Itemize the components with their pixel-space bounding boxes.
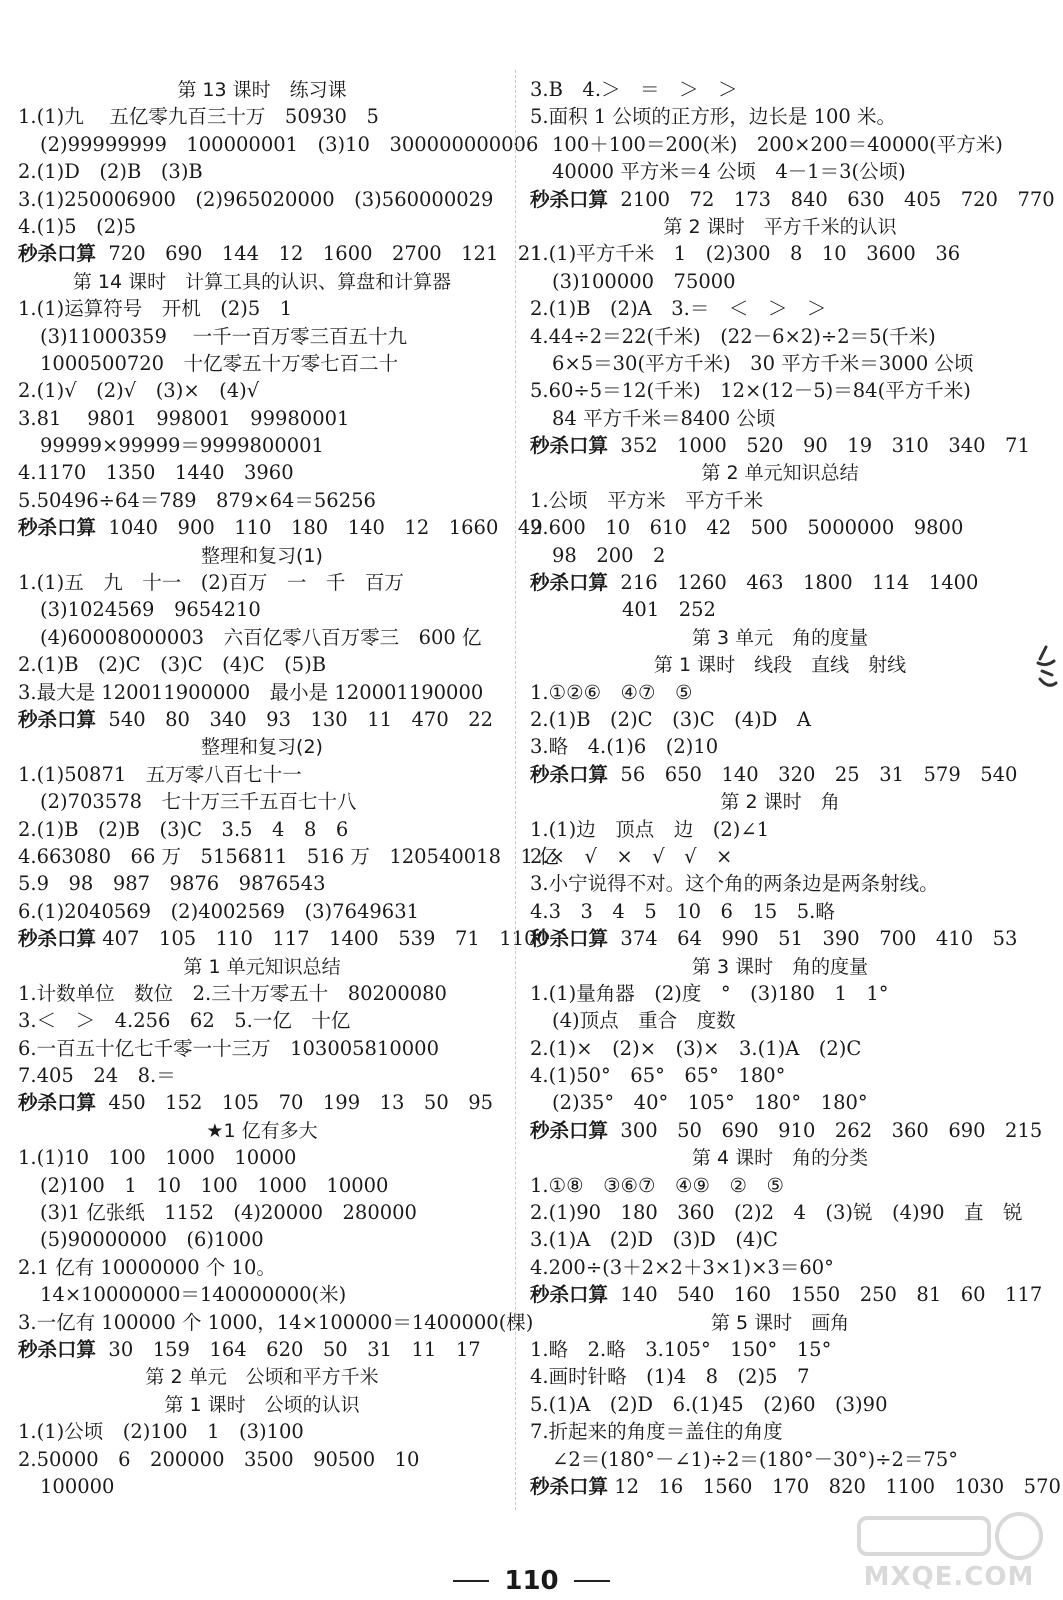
quick-calc-line [18, 925, 549, 952]
answer-line: 84 平方千米＝8400 公顷 [552, 406, 776, 430]
quick-calc-line [530, 1473, 1061, 1500]
answer-line: 1.①⑧ ③⑥⑦ ④⑨ ② ⑤ [530, 1173, 784, 1197]
quick-calc-label: 秒杀口算 [530, 1118, 609, 1142]
quick-calc-line [18, 514, 543, 541]
section-heading-text: 第 1 课时 线段 直线 射线 [653, 654, 907, 677]
answer-line: 4.画时针略 (1)4 8 (2)5 7 [530, 1365, 810, 1389]
answer-line: (2)99999999 100000001 (3)10 300000000006 [40, 132, 539, 156]
quick-calc-label: 秒杀口算 [18, 1337, 97, 1361]
section-heading-text: 整理和复习(1) [201, 544, 323, 567]
quick-calc-label: 秒杀口算 [530, 434, 609, 458]
quick-calc-answers: 352 1000 520 90 19 310 340 71 [608, 434, 1030, 458]
answer-line: 2.(1)D (2)B (3)B [18, 160, 203, 184]
section-heading [530, 953, 1030, 980]
answer-line: 4.3 3 4 5 10 6 15 5.略 [530, 899, 835, 923]
section-heading [18, 268, 506, 295]
answer-line: 1.计数单位 数位 2.三十万零五十 80200080 [18, 981, 447, 1005]
section-heading-text: 整理和复习(2) [201, 736, 323, 759]
quick-calc-label: 秒杀口算 [530, 1474, 609, 1498]
answer-line: (3)1 亿张纸 1152 (4)20000 280000 [40, 1201, 417, 1225]
quick-calc-label: 秒杀口算 [530, 571, 609, 595]
answer-line: 1.(1)50871 五万零八百七十一 [18, 762, 302, 786]
answer-line: 4.200÷(3＋2×2＋3×1)×3＝60° [530, 1255, 834, 1279]
section-heading-text: 第 1 课时 公顷的认识 [164, 1393, 360, 1416]
answer-line: 3.(1)250006900 (2)965020000 (3)560000029 [18, 187, 494, 211]
quick-calc-label: 秒杀口算 [18, 927, 97, 951]
section-heading-text: 第 2 课时 角 [720, 791, 840, 814]
answer-line: 2.(1)B (2)C (3)C (4)C (5)B [18, 653, 327, 677]
quick-calc-answers: 12 16 1560 170 820 1100 1030 570 [608, 1474, 1061, 1498]
answer-line: 4.44÷2＝22(千米) (22－6×2)÷2＝5(千米) [530, 324, 936, 348]
quick-calc-label: 秒杀口算 [530, 1283, 609, 1307]
answer-line: 3.＜ ＞ 4.256 62 5.一亿 十亿 [18, 1009, 351, 1033]
quick-calc-answers: 300 50 690 910 262 360 690 215 [608, 1118, 1043, 1142]
watermark-text: MXQE.COM [863, 1562, 1035, 1592]
answer-line: 1.①②⑥ ④⑦ ⑤ [530, 680, 693, 704]
footer-dash-left [453, 1580, 489, 1582]
section-heading-text: 第 5 课时 画角 [710, 1311, 850, 1334]
section-heading [530, 1144, 1030, 1171]
answer-line: 1.(1)五 九 十一 (2)百万 一 千 百万 [18, 571, 404, 595]
quick-calc-line [18, 706, 506, 733]
section-heading-text: 第 2 单元知识总结 [701, 462, 859, 485]
quick-calc-line [530, 186, 1055, 213]
quick-calc-answers: 374 64 990 51 390 700 410 53 [608, 927, 1018, 951]
quick-calc-label: 秒杀口算 [18, 1091, 97, 1115]
answer-line: 1.公顷 平方米 平方千米 [530, 488, 764, 512]
section-heading [18, 1391, 506, 1418]
quick-calc-label: 秒杀口算 [530, 927, 609, 951]
quick-calc-answers: 216 1260 463 1800 114 1400 [608, 571, 979, 595]
quick-calc-line [530, 1281, 1043, 1308]
section-heading-text: 第 2 课时 平方千米的认识 [663, 215, 897, 238]
answer-line: (2)35° 40° 105° 180° 180° [552, 1091, 868, 1115]
section-heading-text: 第 14 课时 计算工具的认识、算盘和计算器 [72, 270, 452, 293]
answer-line: 401 252 [622, 598, 716, 622]
answer-line: (3)100000 75000 [552, 269, 736, 293]
answer-line: 4.(1)5 (2)5 [18, 214, 137, 238]
answer-line: 3.(1)A (2)D (3)D (4)C [530, 1228, 778, 1252]
quick-calc-line [530, 925, 1030, 952]
answer-line: (2)100 1 10 100 1000 10000 [40, 1173, 389, 1197]
left-column [18, 76, 559, 1500]
quick-calc-answers: 2100 72 173 840 630 405 720 770 [608, 187, 1055, 211]
watermark-logo [849, 1510, 1049, 1592]
section-heading [530, 624, 1030, 651]
quick-calc-answers: 30 159 164 620 50 31 11 17 [96, 1337, 481, 1361]
section-heading [18, 542, 506, 569]
answer-line: (2)703578 七十万三千五百七十八 [40, 790, 357, 814]
answer-line: 1.(1)公顷 (2)100 1 (3)100 [18, 1420, 304, 1444]
quick-calc-answers: 1040 900 110 180 140 12 1660 49 [96, 516, 543, 540]
quick-calc-answers: 56 650 140 320 25 31 579 540 [608, 762, 1018, 786]
answer-line: 4.1170 1350 1440 3960 [18, 461, 294, 485]
answer-line: 2.(1)B (2)A 3.＝ ＜ ＞ ＞ [530, 297, 827, 321]
answer-line: 6.(1)2040569 (2)4002569 (3)7649631 [18, 899, 420, 923]
quick-calc-label: 秒杀口算 [530, 762, 609, 786]
answer-line: (5)90000000 (6)1000 [40, 1228, 264, 1252]
answer-line: 5.60÷5＝12(千米) 12×(12－5)＝84(平方千米) [530, 379, 971, 403]
answer-line: 14×10000000＝140000000(米) [40, 1283, 347, 1307]
answer-line: 6.一百五十亿七千零一十三万 103005810000 [18, 1036, 439, 1060]
watermark-emblem-icon [849, 1510, 1049, 1566]
answer-line: 5.面积 1 公顷的正方形，边长是 100 米。 [530, 105, 897, 129]
answer-line: 100000 [40, 1474, 115, 1498]
section-heading-text: 第 1 单元知识总结 [183, 955, 341, 978]
answer-line: 3.一亿有 100000 个 1000，14×100000＝1400000(棵) [18, 1310, 534, 1334]
answer-line: 7.405 24 8.＝ [18, 1064, 176, 1088]
section-heading-text: ★1 亿有多大 [206, 1119, 318, 1142]
answer-line: 2.(1)× (2)× (3)× 3.(1)A (2)C [530, 1036, 862, 1060]
section-heading [18, 1117, 506, 1144]
answer-line: 7.折起来的角度＝盖住的角度 [530, 1420, 783, 1444]
column-divider [515, 70, 516, 1510]
section-heading [530, 788, 1030, 815]
answer-line: 2.50000 6 200000 3500 90500 10 [18, 1447, 420, 1471]
quick-calc-answers: 407 105 110 117 1400 539 71 1100 [96, 927, 549, 951]
quick-calc-label: 秒杀口算 [18, 242, 97, 266]
quick-calc-answers: 140 540 160 1550 250 81 60 117 [608, 1283, 1043, 1307]
answer-line: 2.× √ × √ √ × [530, 844, 733, 868]
answer-line: 40000 平方米＝4 公顷 4－1＝3(公顷) [552, 160, 906, 184]
quick-calc-line [530, 569, 1030, 596]
answer-line: 3.小宁说得不对。这个角的两条边是两条射线。 [530, 872, 939, 896]
quick-calc-line [18, 1089, 506, 1116]
quick-calc-line [18, 240, 543, 267]
quick-calc-label: 秒杀口算 [18, 707, 97, 731]
section-heading-text: 第 4 课时 角的分类 [691, 1147, 869, 1170]
answer-line: 2.(1)√ (2)√ (3)× (4)√ [18, 379, 260, 403]
quick-calc-label: 秒杀口算 [530, 187, 609, 211]
quick-calc-label: 秒杀口算 [18, 516, 97, 540]
section-heading-text: 第 3 课时 角的度量 [691, 955, 869, 978]
section-heading [18, 1363, 506, 1390]
answer-line: 4.663080 66 万 5156811 516 万 120540018 1 亿 [18, 844, 559, 868]
section-heading [18, 953, 506, 980]
answer-line: 99999×99999＝9999800001 [40, 434, 324, 458]
answer-line: 1.(1)平方千米 1 (2)300 8 10 3600 36 [530, 242, 961, 266]
footer-dash-right [574, 1580, 610, 1582]
quick-calc-line [530, 432, 1030, 459]
right-column [530, 76, 1061, 1500]
quick-calc-answers: 540 80 340 93 130 11 470 22 [96, 707, 494, 731]
section-heading-text: 第 13 课时 练习课 [177, 79, 347, 101]
section-heading [530, 1309, 1030, 1336]
answer-line: (3)11000359 一千一百万零三百五十九 [40, 324, 408, 348]
quick-calc-answers: 720 690 144 12 1600 2700 121 21 [96, 242, 543, 266]
margin-scribble-icon [1034, 645, 1058, 691]
quick-calc-line [530, 1117, 1043, 1144]
answer-line: 5.9 98 987 9876 9876543 [18, 872, 326, 896]
answer-line: 1.(1)量角器 (2)度 ° (3)180 1 1° [530, 981, 889, 1005]
answer-line: 4.(1)50° 65° 65° 180° [530, 1064, 786, 1088]
answer-line: 3.略 4.(1)6 (2)10 [530, 735, 719, 759]
answer-line: (4)顶点 重合 度数 [552, 1009, 736, 1033]
answer-line: 2.600 10 610 42 500 5000000 9800 [530, 516, 964, 540]
answer-line: 5.50496÷64＝789 879×64＝56256 [18, 488, 376, 512]
answer-line: 1.略 2.略 3.105° 150° 15° [530, 1337, 832, 1361]
answer-line: 1.(1)边 顶点 边 (2)∠1 [530, 817, 770, 841]
answer-line: 3.最大是 120011900000 最小是 120001190000 [18, 680, 484, 704]
answer-line: 98 200 2 [552, 543, 666, 567]
section-heading [18, 76, 506, 103]
section-heading [18, 733, 506, 760]
answer-line: 6×5＝30(平方千米) 30 平方千米＝3000 公顷 [552, 351, 974, 375]
answer-line: 2.1 亿有 10000000 个 10。 [18, 1255, 276, 1279]
answer-line: 1.(1)10 100 1000 10000 [18, 1146, 297, 1170]
answer-line: 3.81 9801 998001 99980001 [18, 406, 350, 430]
answer-line: 2.(1)B (2)B (3)C 3.5 4 8 6 [18, 817, 349, 841]
answer-line: 100＋100＝200(米) 200×200＝40000(平方米) [552, 132, 1003, 156]
section-heading [530, 213, 1030, 240]
answer-line: ∠2＝(180°－∠1)÷2＝(180°－30°)÷2＝75° [552, 1447, 958, 1471]
quick-calc-answers: 450 152 105 70 199 13 50 95 [96, 1091, 494, 1115]
answer-line: (3)1024569 9654210 [40, 598, 261, 622]
quick-calc-line [530, 761, 1030, 788]
answer-line: 1000500720 十亿零五十万零七百二十 [40, 351, 399, 375]
page-number: 110 [504, 1566, 559, 1596]
answer-line: (4)60008000003 六百亿零八百万零三 600 亿 [40, 625, 482, 649]
answer-line: 1.(1)运算符号 开机 (2)5 1 [18, 297, 293, 321]
answer-line: 5.(1)A (2)D 6.(1)45 (2)60 (3)90 [530, 1392, 888, 1416]
answer-line: 3.B 4.＞ ＝ ＞ ＞ [530, 78, 738, 101]
answer-line: 2.(1)90 180 360 (2)2 4 (3)锐 (4)90 直 锐 [530, 1201, 1023, 1225]
answer-line: 1.(1)九 五亿零九百三十万 50930 5 [18, 105, 379, 129]
section-heading [530, 651, 1030, 678]
section-heading-text: 第 2 单元 公顷和平方千米 [145, 1366, 379, 1389]
quick-calc-line [18, 1336, 506, 1363]
answer-line: 2.(1)B (2)C (3)C (4)D A [530, 707, 811, 731]
section-heading-text: 第 3 单元 角的度量 [691, 626, 869, 649]
section-heading [530, 459, 1030, 486]
